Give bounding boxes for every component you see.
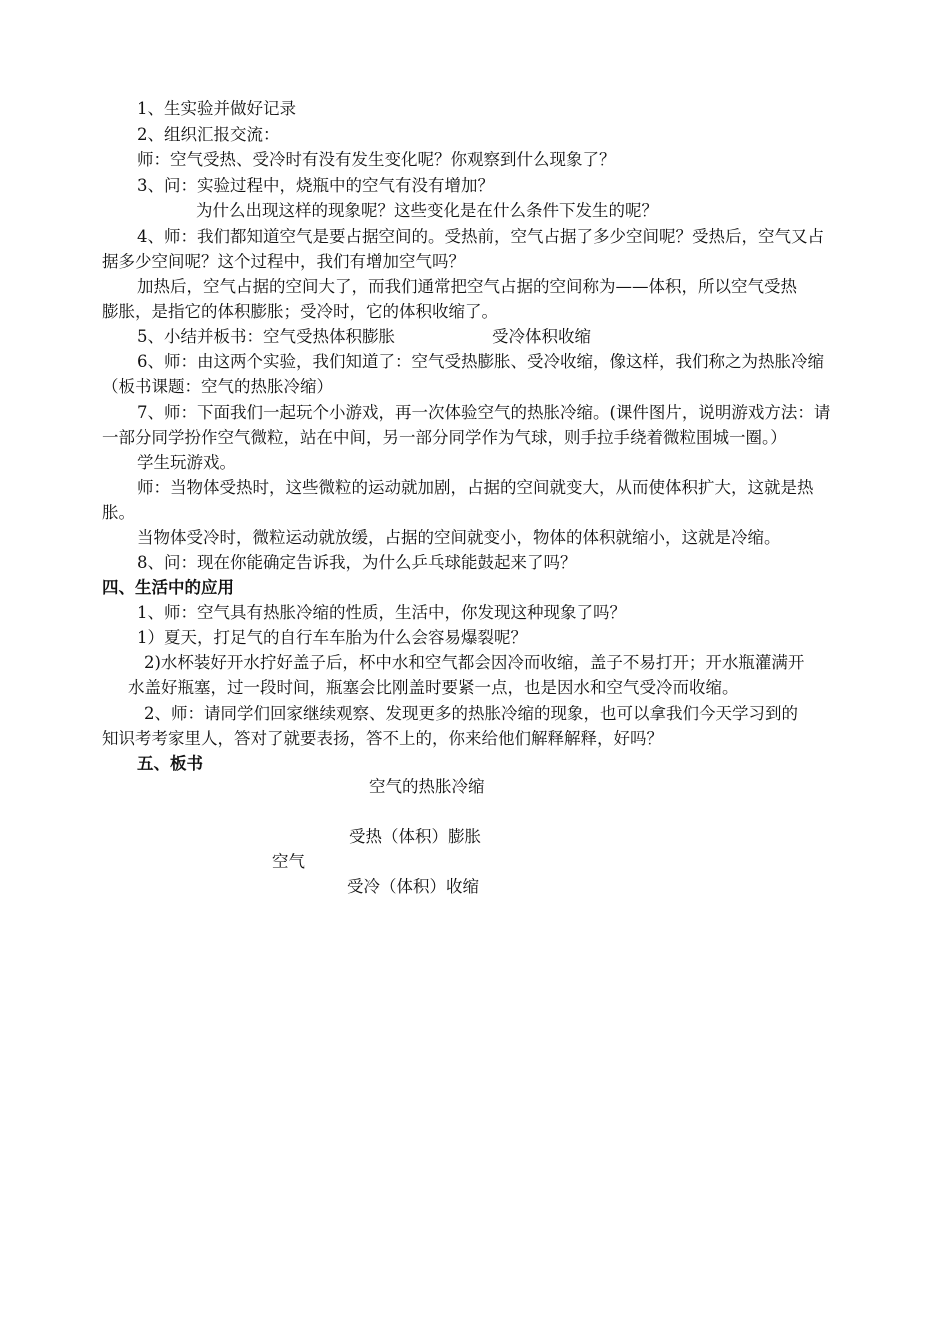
text-line: 水盖好瓶塞，过一段时间，瓶塞会比刚盖时要紧一点，也是因水和空气受冷而收缩。 (128, 678, 739, 697)
text-line: 师：当物体受热时，这些微粒的运动就加剧，占据的空间就变大，从而使体积扩大，这就是热 (137, 478, 814, 497)
text-line: 2、组织汇报交流： (137, 125, 280, 144)
text-line: 当物体受冷时，微粒运动就放缓，占据的空间就变小，物体的体积就缩小，这就是冷缩。 (137, 528, 781, 547)
board-title: 空气的热胀冷缩 (369, 777, 485, 796)
text-line: 1、生实验并做好记录 (137, 99, 296, 118)
text-line: 6、师：由这两个实验，我们知道了：空气受热膨胀、受冷收缩，像这样，我们称之为热胀冷缩 (137, 352, 824, 371)
text-line: 1、师：空气具有热胀冷缩的性质，生活中，你发现这种现象了吗？ (137, 603, 626, 622)
text-line: 4、师：我们都知道空气是要占据空间的。受热前，空气占据了多少空间呢？受热后，空气又占 (137, 227, 824, 246)
text-line: 2)水杯装好开水拧好盖子后，杯中水和空气都会因冷而收缩，盖子不易打开；开水瓶灌满开 (144, 653, 805, 672)
text-line: 知识考考家里人，答对了就要表扬，答不上的，你来给他们解释解释，好吗？ (102, 729, 663, 748)
section-heading: 五、板书 (137, 754, 203, 773)
text-line: 2、师：请同学们回家继续观察、发现更多的热胀冷缩的现象，也可以拿我们今天学习到的 (144, 704, 798, 723)
text-line: 据多少空间呢？这个过程中，我们有增加空气吗？ (102, 252, 465, 271)
section-heading: 四、生活中的应用 (102, 578, 234, 597)
text-line: 一部分同学扮作空气微粒，站在中间，另一部分同学作为气球，则手拉手绕着微粒围城一圈。） (102, 428, 787, 447)
board-subject: 空气 (272, 852, 305, 871)
board-cold-line: 受冷（体积）收缩 (347, 877, 479, 896)
text-line: 1）夏天，打足气的自行车车胎为什么会容易爆裂呢？ (137, 628, 527, 647)
text-line: 3、问：实验过程中，烧瓶中的空气有没有增加？ (137, 176, 494, 195)
text-line: 8、问：现在你能确定告诉我，为什么乒乓球能鼓起来了吗？ (137, 553, 577, 572)
text-line: （板书课题：空气的热胀冷缩） (102, 377, 333, 396)
text-line: 师：空气受热、受冷时有没有发生变化呢？你观察到什么现象了？ (137, 150, 616, 169)
text-line: 5、小结并板书：空气受热体积膨胀 (137, 327, 395, 346)
text-line: 加热后，空气占据的空间大了，而我们通常把空气占据的空间称为——体积，所以空气受热 (137, 277, 797, 296)
text-line: 受冷体积收缩 (492, 327, 591, 346)
text-line: 为什么出现这样的现象呢？这些变化是在什么条件下发生的呢？ (196, 201, 658, 220)
board-hot-line: 受热（体积）膨胀 (349, 827, 481, 846)
text-line: 膨胀，是指它的体积膨胀；受冷时，它的体积收缩了。 (102, 302, 498, 321)
text-line: 学生玩游戏。 (137, 453, 236, 472)
text-line: 胀。 (102, 503, 135, 522)
text-line: 7、师：下面我们一起玩个小游戏，再一次体验空气的热胀冷缩。(课件图片，说明游戏方法：请 (137, 403, 831, 422)
